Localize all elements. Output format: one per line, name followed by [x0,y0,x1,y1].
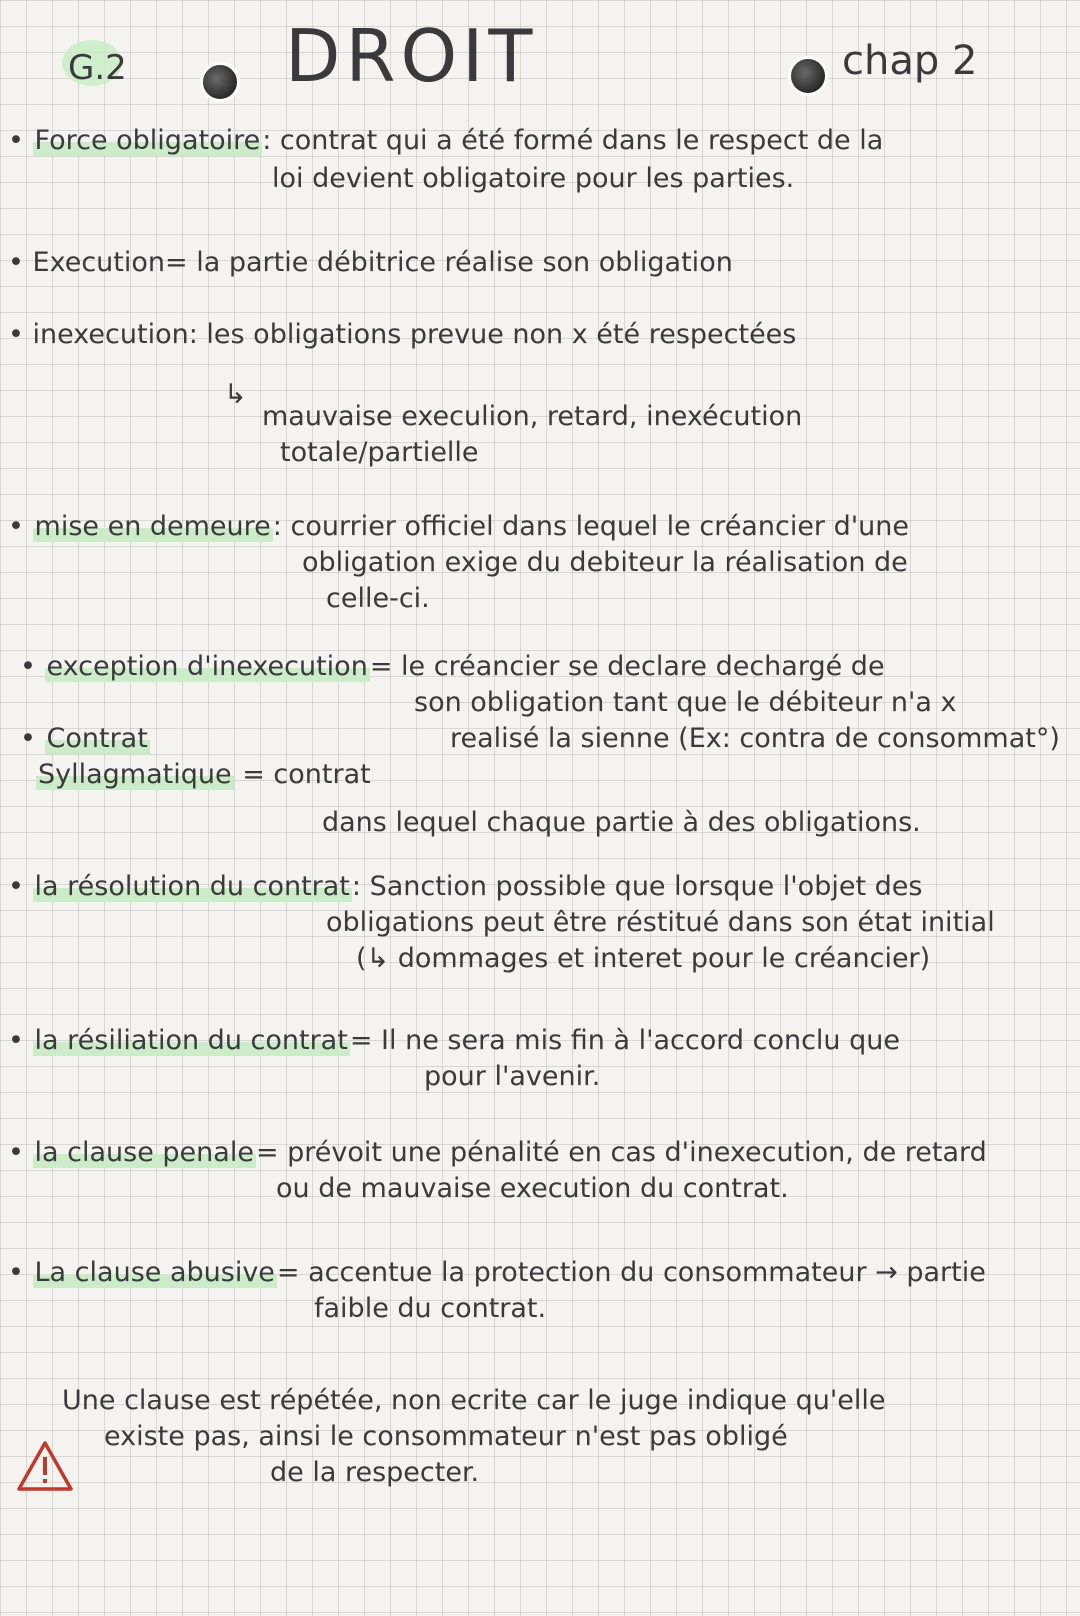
definition: contrat [273,759,371,790]
term: mise en demeure [34,511,271,542]
list-item: • La clause abusive= accentue la protection du consommateur → partie [8,1257,986,1288]
definition: le créancier se declare dechargé de [401,651,885,682]
definition: Il ne sera mis fin à l'accord conclu que [381,1025,900,1056]
term-cont: Syllagmatique = contrat [38,759,371,790]
term: la résiliation du contrat [34,1025,348,1056]
definition-cont: realisé la sienne (Ex: contra de consommat°) [450,723,1060,754]
chapter-label: chap 2 [842,38,978,84]
list-item: • Contrat [20,723,148,754]
term: exception d'inexecution [46,651,368,682]
definition-cont: loi devient obligatoire pour les parties. [272,163,795,194]
arrow-icon: ↳ [224,379,247,410]
binder-hole-icon [200,62,240,102]
list-item: • Execution= la partie débitrice réalise son obligation [8,247,733,278]
warning-text-cont: existe pas, ainsi le consommateur n'est pas obligé [104,1421,788,1452]
definition-cont: ou de mauvaise execution du contrat. [276,1173,789,1204]
term: Execution [32,247,166,278]
definition-cont: dans lequel chaque partie à des obligations. [322,807,921,838]
definition: la partie débitrice réalise son obligation [196,247,733,278]
term: la résolution du contrat [34,871,350,902]
definition-cont: obligations peut être réstitué dans son état initial [326,907,995,938]
warning-triangle-icon [16,1440,74,1492]
list-item: • inexecution: les obligations prevue non x été respectées [8,319,797,350]
list-item: • Force obligatoire: contrat qui a été formé dans le respect de la [8,125,884,156]
sub-definition: mauvaise execulion, retard, inexécution [262,401,803,432]
binder-hole-icon [788,56,828,96]
term: inexecution [32,319,189,350]
warning-text-cont: de la respecter. [270,1457,480,1488]
list-item: • la résiliation du contrat= Il ne sera mis fin à l'accord conclu que [8,1025,900,1056]
course-ref: G.2 [68,48,127,88]
definition: courrier officiel dans lequel le créancier d'une [290,511,910,542]
list-item: • exception d'inexecution= le créancier se declare dechargé de [20,651,885,682]
definition-cont: (↳ dommages et interet pour le créancier) [356,943,931,974]
definition-cont: celle-ci. [326,583,430,614]
sub-definition-cont: totale/partielle [280,437,479,468]
definition-cont: obligation exige du debiteur la réalisation de [302,547,908,578]
page-title: DROIT [285,14,538,98]
definition: contrat qui a été formé dans le respect de la [279,125,884,156]
list-item: • mise en demeure: courrier officiel dans lequel le créancier d'une [8,511,910,542]
definition: Sanction possible que lorsque l'objet des [369,871,923,902]
warning-text: Une clause est répétée, non ecrite car le juge indique qu'elle [62,1385,886,1416]
term: Force obligatoire [34,125,261,156]
definition-cont: pour l'avenir. [424,1061,601,1092]
definition-cont: faible du contrat. [314,1293,547,1324]
definition-cont: son obligation tant que le débiteur n'a x [414,687,957,718]
term: Contrat [46,723,148,754]
term: La clause abusive [34,1257,275,1288]
list-item: • la résolution du contrat: Sanction possible que lorsque l'objet des [8,871,923,902]
term: la clause penale [34,1137,254,1168]
definition: prévoit une pénalité en cas d'inexecution, de retard [287,1137,987,1168]
definition: les obligations prevue non x été respectées [206,319,797,350]
list-item: • la clause penale= prévoit une pénalité en cas d'inexecution, de retard [8,1137,987,1168]
definition: accentue la protection du consommateur → partie [308,1257,986,1288]
